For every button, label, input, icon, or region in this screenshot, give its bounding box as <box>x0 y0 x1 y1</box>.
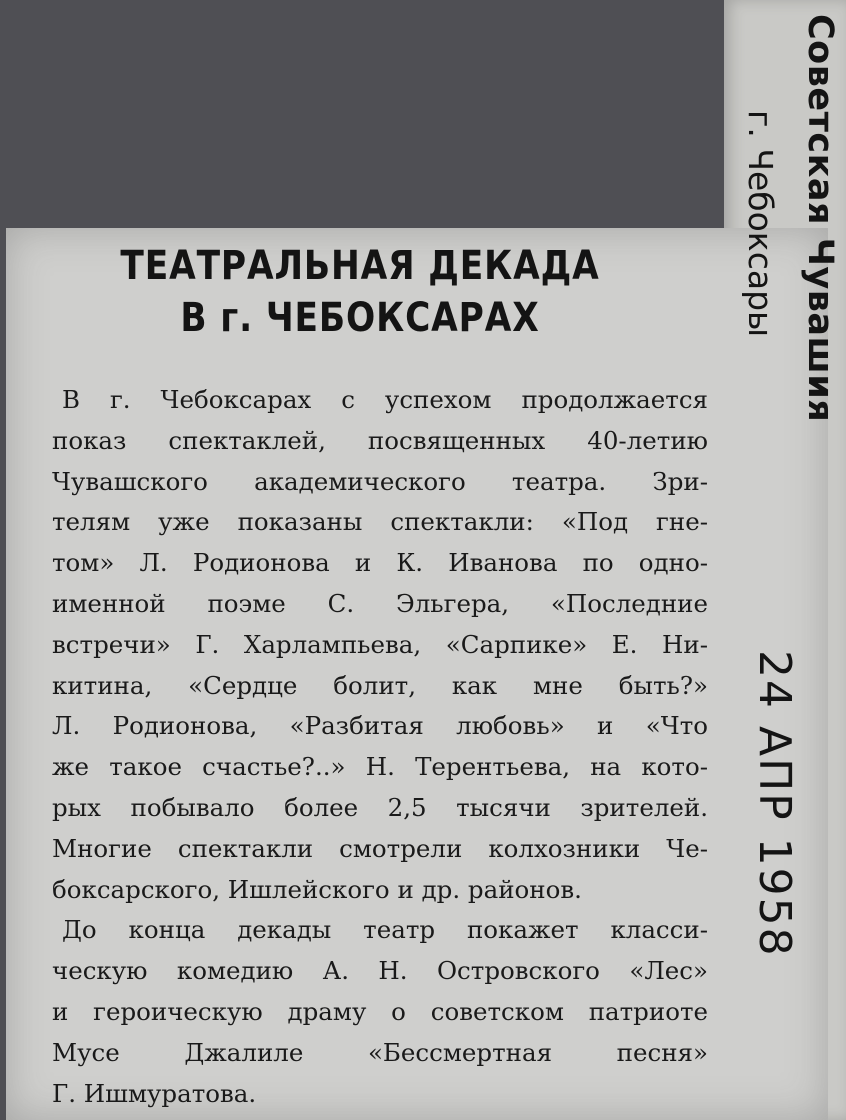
text-line: Многие спектакли смотрели колхозники Че- <box>52 833 708 863</box>
text-line: показ спектаклей, посвященных 40-летию <box>52 425 708 455</box>
text-line: том» Л. Родионова и К. Иванова по одно- <box>52 548 708 578</box>
text-line: же такое счастье?..» Н. Терентьева, на кото- <box>52 752 708 782</box>
text-line: китина, «Сердце болит, как мне быть?» <box>52 670 708 700</box>
stamp-city: г. Чебоксары <box>741 110 780 338</box>
text-line: и героическую драму о советском патриоте <box>52 996 708 1026</box>
article-body <box>52 380 708 1114</box>
text-line: В г. Чебоксарах с успехом продолжается <box>62 385 708 414</box>
article-paragraph-2 <box>52 910 708 1114</box>
text-line: Л. Родионова, «Разбитая любовь» и «Что <box>52 711 708 741</box>
article-headline <box>20 240 700 344</box>
text-line: именной поэме С. Эльгера, «Последние <box>52 588 708 618</box>
text-line: Г. Ишмуратова. <box>52 1078 257 1108</box>
stamp-date: 24 АПР 1958 <box>749 650 800 958</box>
text-line: До конца декады театр покажет класси- <box>62 915 708 945</box>
headline-line-1: ТЕАТРАЛЬНАЯ ДЕКАДА <box>120 243 600 289</box>
text-line: ческую комедию А. Н. Островского «Лес» <box>52 956 708 986</box>
headline-line-2: В г. ЧЕБОКСАРАХ <box>180 295 540 341</box>
stamp-newspaper-name: Советская Чувашия <box>800 14 840 423</box>
text-line: встречи» Г. Харлампьева, «Сарпике» Е. Ни- <box>52 629 708 659</box>
text-line: Мусе Джалиле «Бессмертная песня» <box>52 1037 708 1067</box>
article-paragraph-1 <box>52 380 708 910</box>
text-line: телям уже показаны спектакли: «Под гне- <box>52 507 708 537</box>
text-line: боксарского, Ишлейского и др. районов. <box>52 874 582 904</box>
text-line: рых побывало более 2,5 тысячи зрителей. <box>52 792 708 822</box>
text-line: Чувашского академического театра. Зри- <box>52 466 708 496</box>
